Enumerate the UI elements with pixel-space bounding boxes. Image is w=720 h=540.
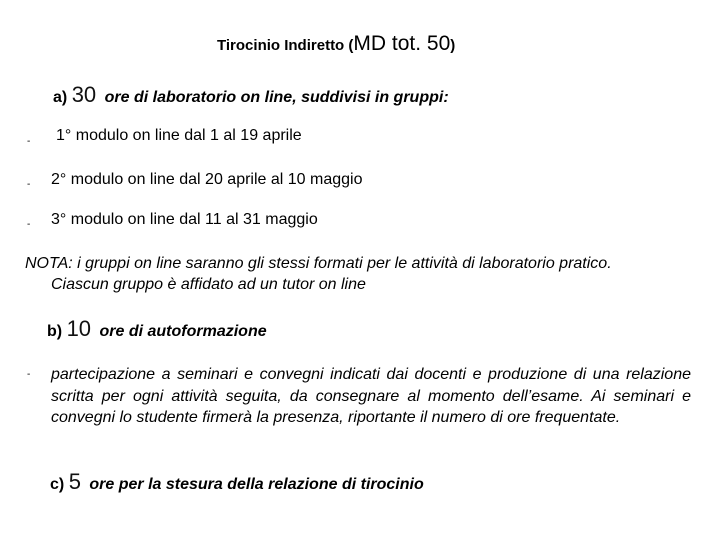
page-title [217,32,455,56]
bullet-dash: - [27,136,31,147]
section-a-letter: a) [53,89,68,106]
nota-line-1: NOTA: i gruppi on line saranno gli stessi formati per le attività di laboratorio pratico. [25,255,612,272]
title-prefix: Tirocinio Indiretto ( [217,37,354,54]
section-b-heading [47,316,267,342]
list-item: 3° modulo on line dal 11 al 31 maggio [51,211,318,228]
bullet-dash: - [27,179,31,190]
section-c-letter: c) [50,476,65,493]
bullet-dash: - [27,219,31,230]
bullet-dash: - [27,369,31,380]
section-a-heading [53,82,449,108]
section-b-paragraph: partecipazione a seminari e convegni indicati dai docenti e produzione di una relazione scritta per ogni attività seguita, da consegnare al momento dell’esame. Ai seminari e convegni lo studente firmerà la presenza, riportante il numero di ore frequentate. [51,366,691,426]
section-a-number: 30 [71,82,97,107]
section-a-text: ore di laboratorio on line, suddivisi in gruppi: [104,89,449,106]
title-suffix: ) [450,37,456,54]
title-total: MD tot. 50 [353,32,451,55]
section-c-heading [50,469,424,495]
list-item: 1° modulo on line dal 1 al 19 aprile [56,127,302,144]
section-b-text: ore di autoformazione [99,323,267,340]
list-item: 2° modulo on line dal 20 aprile al 10 maggio [51,171,363,188]
section-b-number: 10 [66,316,92,341]
section-c-text: ore per la stesura della relazione di tirocinio [89,476,424,493]
section-c-number: 5 [68,469,81,494]
section-b-letter: b) [47,323,63,340]
nota-line-2: Ciascun gruppo è affidato ad un tutor on line [51,276,366,293]
